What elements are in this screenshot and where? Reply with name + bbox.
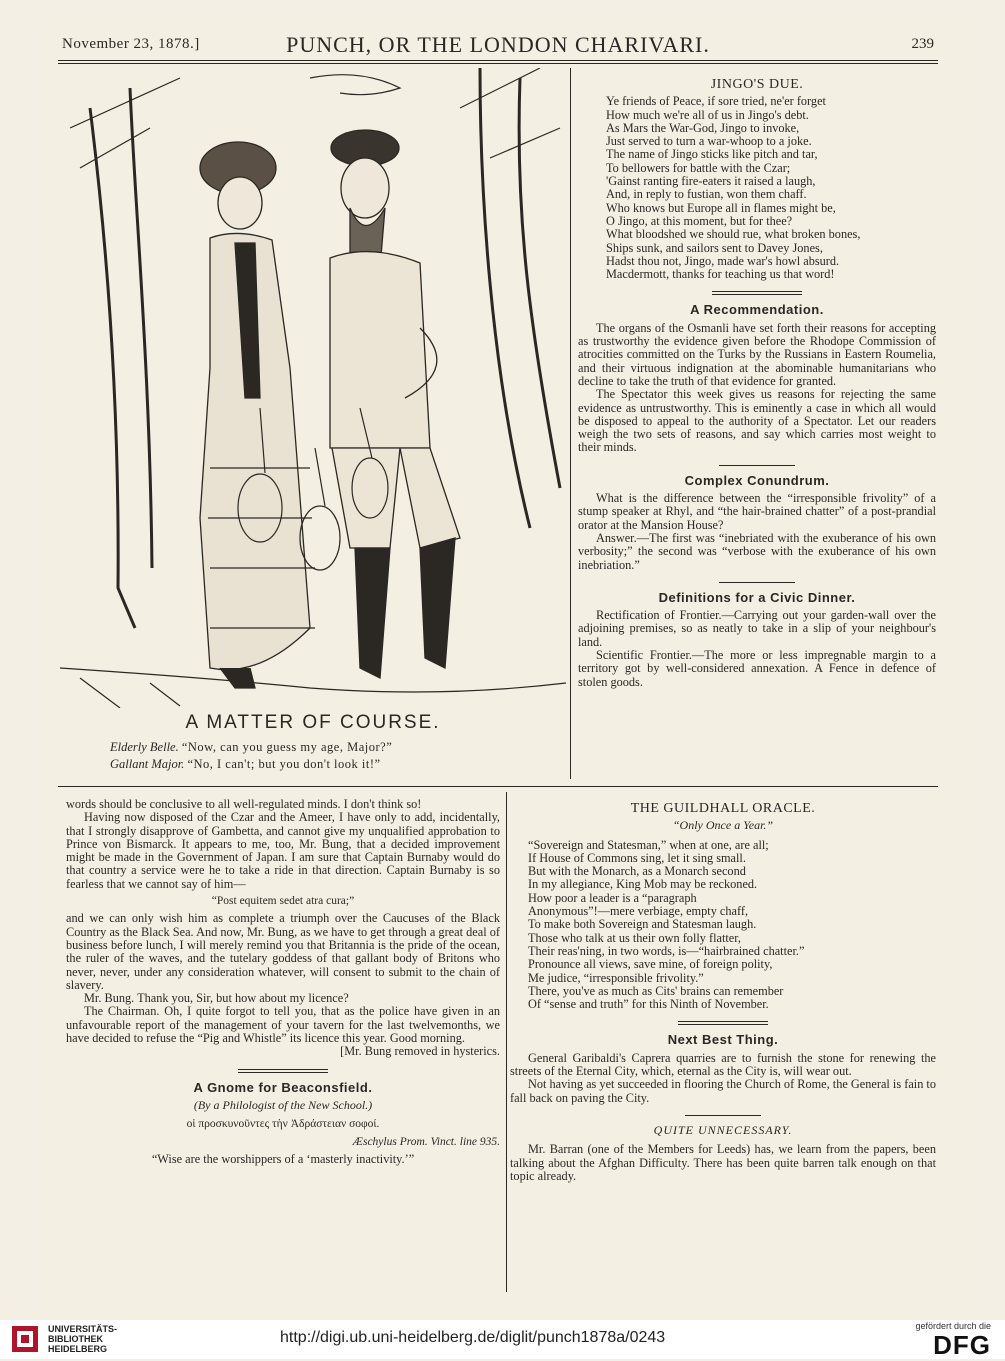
guildhall-subtitle: “Only Once a Year.” (672, 818, 774, 833)
left-bottom-column (66, 798, 500, 1170)
library-name-line: UNIVERSITÄTS- (48, 1324, 118, 1334)
section-divider (685, 1115, 761, 1116)
caption-speech-2: “No, I can't; but you don't look it!” (187, 757, 381, 771)
poem-line: There, you've as much as Cits' brains can remember (528, 983, 784, 998)
poem-line: Macdermott, thanks for teaching us that word! (606, 267, 835, 282)
next-best-title: Next Best Thing. (667, 1032, 779, 1048)
cartoon-illustration (60, 68, 566, 708)
woman-figure (200, 142, 315, 688)
poem-line: Ships sunk, and sailors sent to Davey Jones, (606, 240, 823, 255)
library-name-line: BIBLIOTHEK (48, 1334, 103, 1344)
poem-line: What bloodshed we should rue, what broken bones, (606, 227, 861, 242)
poem-line: Anonymous”!—mere verbiage, empty chaff, (528, 904, 749, 919)
poem-line: Who knows but Europe all in flames might be, (606, 200, 836, 215)
speech-paragraph-4: The Chairman. Oh, I quite forgot to tell you, that as the police have given in an unfavourable report of the management of your tavern for the last twelvemonths, we have decided to refuse the “Pig and Whistle” its licence this year. Good morning. (66, 1004, 500, 1046)
unnecessary-title: QUITE UNNECESSARY. (653, 1122, 793, 1137)
poem-line: To bellowers for battle with the Czar; (606, 160, 791, 175)
caption-speaker-2: Gallant Major. (110, 757, 185, 771)
definitions-paragraph-1: Rectification of Frontier.—Carrying out your garden-wall over the adjoining premises, so as neatly to take in a slip of your neighbour's land. (578, 608, 936, 649)
library-name (48, 1324, 117, 1354)
permalink-url[interactable]: http://digi.ub.uni-heidelberg.de/diglit/punch1878a/0243 (280, 1329, 666, 1346)
poem-line: Me judice, “irresponsible frivolity.” (528, 970, 704, 985)
header-rule-secondary (58, 63, 938, 64)
poem-line: Of “sense and truth” for this Ninth of November. (528, 997, 769, 1012)
caption-line-1 (110, 740, 550, 755)
dfg-logo: DFG (933, 1330, 991, 1360)
digitization-footer (0, 1320, 1005, 1359)
library-name-line: HEIDELBERG (48, 1344, 108, 1354)
gnome-source: Æschylus Prom. Vinct. line 935. (352, 1135, 500, 1148)
gnome-subtitle: (By a Philologist of the New School.) (193, 1097, 373, 1112)
section-divider (719, 582, 795, 583)
header-rule (58, 60, 938, 61)
poem-line: Just served to turn a war-whoop to a joke. (606, 134, 812, 149)
section-divider (238, 1069, 328, 1073)
poem-line: In my allegiance, King Mob may be reckoned. (528, 877, 758, 892)
definitions-paragraph-2: Scientific Frontier.—The more or less impregnable margin to a territory got by well-considered annexation. A Fence in defence of stolen goods. (578, 647, 936, 689)
poem-line: Ye friends of Peace, if sore tried, ne'er forget (606, 94, 826, 109)
speech-paragraph-2: and we can only wish him as complete a triumph over the Caucuses of the Black Country as the Black Sea. And now, Mr. Bung, as we have to get through a great deal of business before lunch, I will merely remind you that Britannia is the pride of the ocean, the ruler of the waves, and the tutelary goddess of that gallant body of Britons who never, never, under any consideration whatever, will consent to submit to the chain of slavery. (66, 911, 500, 992)
right-top-column (578, 74, 936, 689)
middle-rule (58, 786, 938, 787)
section-divider (678, 1021, 768, 1025)
gnome-title: A Gnome for Beaconsfield. (193, 1079, 373, 1095)
poem-line: 'Gainst ranting fire-eaters it raised a laugh, (606, 174, 816, 189)
right-bottom-column (510, 798, 936, 1183)
jingo-title: JINGO'S DUE. (710, 77, 804, 92)
recommendation-paragraph-1: The organs of the Osmanli have set forth their reasons for accepting as trustworthy the evidence given before the Rhodope Commission of atrocities committed on the Turks by the Russians in Eastern Roumelia, and their virtuous indignation at the abominable humanitarians who decline to take the truth of that evidence for granted. (578, 320, 936, 388)
guildhall-poem (528, 839, 936, 1012)
poem-line: Hadst thou not, Jingo, made war's howl absurd. (606, 253, 840, 268)
conundrum-title: Complex Conundrum. (684, 472, 830, 488)
poem-line: Those who talk at us their own folly flatter, (528, 930, 741, 945)
guildhall-title: THE GUILDHALL ORACLE. (630, 801, 816, 816)
next-best-paragraph-1: General Garibaldi's Caprera quarries are to furnish the stone for renewing the streets of the Eternal City, which, eternal as the City is, will wear out. (510, 1050, 936, 1079)
man-figure (330, 130, 460, 678)
poem-line: O Jingo, at this moment, but for thee? (606, 213, 793, 228)
header-title: PUNCH, OR THE LONDON CHARIVARI. (286, 32, 710, 57)
column-rule-top (570, 68, 571, 779)
running-head (62, 30, 934, 58)
cartoon-title: A MATTER OF COURSE. (185, 712, 441, 733)
gnome-line: “Wise are the worshippers of a ‘masterly inactivity.’” (151, 1151, 415, 1166)
definitions-title: Definitions for a Civic Dinner. (658, 589, 856, 605)
poem-line: The name of Jingo sticks like pitch and tar, (606, 147, 818, 162)
latin-quote: “Post equitem sedet atra cura;” (211, 895, 355, 908)
header-date: November 23, 1878.] (62, 36, 200, 52)
page-number: 239 (911, 36, 934, 52)
caption-line-2 (110, 757, 550, 772)
recommendation-title: A Recommendation. (690, 302, 824, 318)
column-rule-bottom (506, 792, 507, 1292)
conundrum-paragraph-2: Answer.—The first was “inebriated with the exuberance of his own verbosity;” the second was “verbose with the exuberance of his own inebriation.” (578, 530, 936, 572)
speech-paragraph-3: Mr. Bung. Thank you, Sir, but how about my licence? (84, 991, 349, 1006)
next-best-paragraph-2: Not having as yet succeeded in flooring the Church of Rome, the General is fain to fall back on paving the City. (510, 1077, 936, 1105)
poem-line: But with the Monarch, as a Monarch second (528, 864, 746, 879)
poem-line: “Sovereign and Statesman,” when at one, are all; (528, 837, 769, 852)
speech-paragraph-1: Having now disposed of the Czar and the Ameer, I have only to add, incidentally, that I strongly disapprove of Gambetta, and cannot give my unqualified approbation to Prince von Bismarck. It appears to me, too, Mr. Bung, that a decided improvement might be made in the Government of Japan. I am sure that Captain Burnaby would do that country a service were he to take a ride in that direction. Captain Burnaby is so fearless that we cannot say of him— (66, 810, 500, 891)
caption-speaker-1: Elderly Belle. (110, 740, 179, 754)
poem-line: Pronounce all views, save mine, of foreign polity, (528, 957, 773, 972)
poem-line: And, in reply to fustian, won them chaff. (606, 187, 807, 202)
sponsor-text: gefördert durch die (915, 1321, 991, 1331)
section-divider (719, 465, 795, 466)
library-seal-icon (10, 1324, 40, 1354)
continued-paragraph: words should be conclusive to all well-regulated minds. I don't think so! (66, 797, 422, 811)
jingo-poem (606, 95, 936, 281)
caption-speech-1: “Now, can you guess my age, Major?” (181, 740, 393, 754)
unnecessary-paragraph: Mr. Barran (one of the Members for Leeds) has, we learn from the papers, been talking about the Afghan Difficulty. There has been quite barren talk enough on that topic already. (510, 1142, 936, 1183)
poem-line: To make both Sovereign and Statesman laugh. (528, 917, 757, 932)
recommendation-paragraph-2: The Spectator this week gives us reasons for rejecting the same evidence as untrustworthy. This is eminently a case in which all would be disposed to appeal to the authority of a Spectator. Let our readers weigh the two sets of reasons, and say which carries most weight to their minds. (578, 387, 936, 455)
poem-line: As Mars the War-God, Jingo to invoke, (606, 120, 800, 135)
poem-line: If House of Commons sing, let it sing small. (528, 850, 746, 865)
conundrum-paragraph-1: What is the difference between the “irresponsible frivolity” of a stump speaker at Rhyl, and “the hair-brained chatter” of a post-prandial orator at the Mansion House? (578, 491, 936, 532)
stage-direction: [Mr. Bung removed in hysterics. (340, 1044, 500, 1059)
gnome-greek: οἱ προσκυνοῦντες τὴν Ἀδράστειαν σοφοί. (186, 1118, 380, 1131)
poem-line: How poor a leader is a “paragraph (528, 890, 697, 905)
section-divider (712, 291, 802, 295)
poem-line: Their reas'ning, in two words, is—“hairbrained chatter.” (528, 943, 805, 958)
poem-line: How much we're all of us in Jingo's debt. (606, 107, 809, 122)
